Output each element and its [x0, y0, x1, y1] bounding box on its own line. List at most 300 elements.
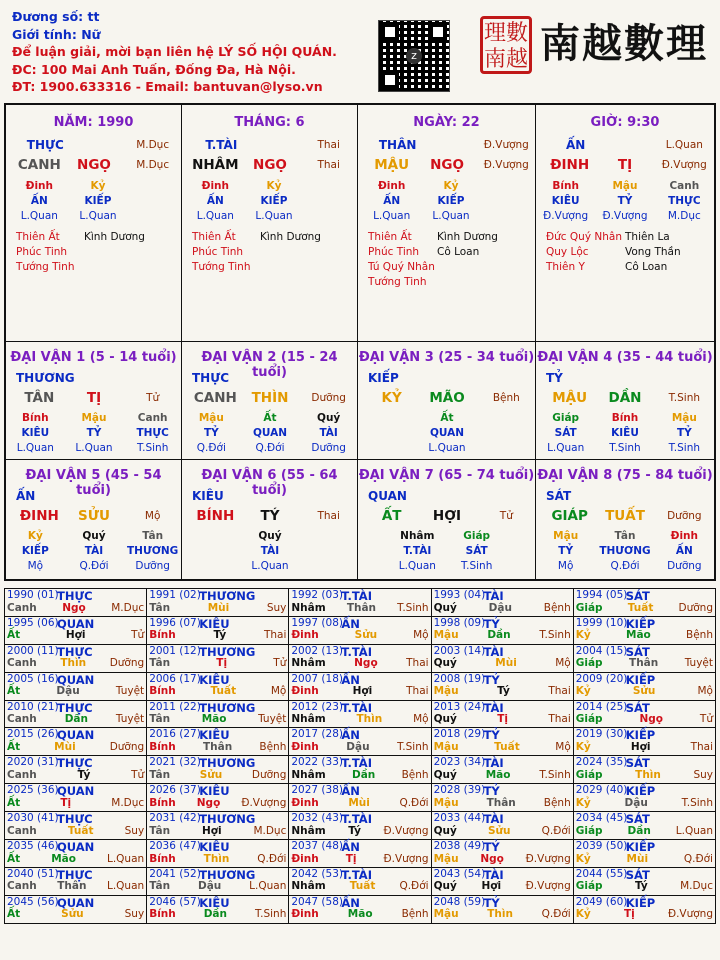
year-branch: Dậu	[624, 796, 648, 809]
hidden-life: Đ.Vượng	[543, 210, 589, 222]
year-label: 2033 (44)	[433, 812, 486, 825]
year-label: 2004 (15)	[575, 644, 628, 657]
year-life: Tử	[131, 629, 145, 642]
dv-branch: DẦN	[608, 390, 642, 406]
year-branch: Ngọ	[196, 796, 221, 809]
year-label: 2005 (16)	[7, 672, 59, 685]
year-branch: Hợi	[481, 880, 502, 893]
year-star: ẤN	[341, 784, 360, 799]
year-stem: Kỷ	[575, 740, 591, 753]
dv-stem: BÍNH	[196, 508, 235, 524]
year-label: 2017 (28)	[291, 728, 343, 741]
year-cell	[431, 867, 573, 895]
year-label: 2029 (40)	[575, 784, 628, 797]
year-branch: Mão	[485, 768, 511, 781]
year-branch: Thìn	[203, 852, 230, 865]
year-star: THƯƠNG	[199, 867, 256, 882]
year-star: TÀI	[483, 867, 504, 882]
year-star: KIÊU	[199, 840, 230, 855]
dv-hidden-stem: Giáp	[552, 412, 580, 424]
year-stem: Giáp	[575, 824, 603, 837]
year-branch: Tý	[348, 824, 361, 837]
year-label: 2025 (36)	[7, 784, 59, 797]
hidden-star: KIÊU	[551, 195, 580, 207]
hidden-stem: Mậu	[612, 180, 638, 192]
year-cell	[5, 616, 147, 644]
year-star: T.TÀI	[341, 812, 372, 827]
dv-hidden-star: THỰC	[136, 427, 169, 439]
year-label: 2019 (30)	[575, 728, 628, 741]
dv-hidden-stem: Quý	[258, 530, 282, 542]
year-stem: Giáp	[575, 601, 603, 614]
year-label: 2035 (46)	[7, 840, 59, 853]
year-cell	[573, 700, 715, 728]
year-stem: Tân	[149, 657, 171, 670]
year-life: M.Dục	[253, 824, 287, 837]
year-label: 2046 (57)	[149, 895, 201, 908]
year-star: TÀI	[483, 756, 504, 771]
year-life: Thai	[406, 657, 429, 670]
year-cell	[573, 589, 715, 617]
year-star: THƯƠNG	[199, 644, 256, 659]
dv-star: ẤN	[16, 489, 36, 503]
dv-hidden-life: Q.Đới	[196, 442, 226, 454]
pillar-1	[182, 105, 358, 342]
year-branch: Sửu	[61, 908, 84, 921]
gt-value: Nữ	[81, 26, 101, 42]
dv-star: KIÊU	[192, 489, 224, 503]
year-stem: Ất	[7, 908, 21, 921]
year-branch: Thân	[202, 740, 233, 753]
year-life: Dưỡng	[251, 768, 287, 781]
year-cell	[289, 589, 431, 617]
dv-branch: MÃO	[429, 390, 465, 406]
year-star: THƯƠNG	[199, 756, 256, 771]
year-star: THƯƠNG	[199, 700, 256, 715]
star-good: Thiên Y	[546, 261, 585, 273]
star-good: Quy Lộc	[546, 246, 589, 258]
hidden-star: TỶ	[617, 195, 633, 207]
year-branch: Ngọ	[480, 852, 504, 865]
year-life: T.Sinh	[397, 601, 429, 614]
year-star: KIẾP	[625, 728, 656, 743]
year-stem: Ất	[7, 685, 21, 698]
pillar-title: THÁNG: 6	[234, 115, 305, 130]
year-cell	[147, 812, 289, 840]
year-cell	[573, 867, 715, 895]
year-star: SÁT	[625, 867, 650, 882]
year-label: 2024 (35)	[575, 756, 628, 769]
year-stem: Canh	[7, 713, 37, 726]
year-label: 2003 (14)	[433, 644, 486, 657]
year-branch: Mùi	[207, 601, 230, 614]
year-cell	[147, 589, 289, 617]
year-branch: Sửu	[487, 824, 511, 837]
year-cell	[431, 672, 573, 700]
hidden-stem: Đinh	[377, 180, 406, 192]
hidden-stem: Canh	[669, 180, 700, 192]
qr-code-icon: z	[378, 20, 450, 92]
year-branch: Tý	[213, 629, 227, 642]
year-branch: Tuất	[67, 824, 94, 837]
dv-star: TỶ	[546, 371, 563, 385]
year-cell	[147, 728, 289, 756]
year-branch: Mùi	[54, 740, 76, 753]
year-life: Q.Đới	[541, 908, 571, 921]
year-label: 2009 (20)	[575, 672, 628, 685]
dv-stem: CANH	[193, 390, 237, 406]
dv-hidden-life: T.Sinh	[609, 442, 641, 454]
year-label: 2047 (58)	[291, 895, 343, 908]
can-star: ẤN	[565, 138, 586, 152]
so-value: tt	[87, 9, 100, 24]
contact-line: Để luận giải, mời bạn liên hệ LÝ SỐ HỘI QUÁN.	[12, 44, 337, 59]
year-label: 1998 (09)	[433, 616, 486, 629]
year-star: QUAN	[57, 728, 95, 743]
year-stem: Ất	[7, 740, 21, 753]
year-star: ẤN	[341, 728, 360, 743]
year-life: M.Dục	[680, 880, 713, 893]
year-life: T.Sinh	[397, 740, 429, 753]
table-row	[5, 589, 716, 617]
year-life: Tuyệt	[258, 713, 287, 726]
year-branch: Dần	[203, 908, 227, 921]
year-label: 2014 (25)	[575, 700, 628, 713]
year-life: Bệnh	[401, 908, 429, 921]
dv-hidden-star: QUAN	[252, 427, 287, 439]
year-branch: Sửu	[354, 629, 378, 642]
star-good: Tướng Tinh	[192, 261, 251, 273]
year-life: Bệnh	[259, 740, 287, 753]
year-branch: Dần	[627, 824, 651, 837]
year-stem: Tân	[149, 713, 171, 726]
year-label: 2008 (19)	[433, 672, 486, 685]
year-star: SÁT	[625, 589, 650, 603]
can-star-life: M.Dục	[136, 139, 170, 151]
year-branch: Thân	[57, 880, 87, 893]
year-star: THỰC	[57, 589, 93, 603]
year-stem: Mậu	[433, 796, 459, 809]
year-star: ẤN	[341, 616, 360, 631]
star-bad: Kình Dương	[437, 231, 498, 243]
year-life: Dưỡng	[109, 740, 145, 753]
year-cell	[289, 756, 431, 784]
dv-hidden-star: TỶ	[86, 427, 102, 439]
year-cell	[147, 616, 289, 644]
star-good: Thiên Ất	[368, 231, 412, 243]
year-branch: Mùi	[348, 796, 370, 809]
year-star: T.TÀI	[341, 700, 372, 715]
year-life: Mộ	[413, 629, 429, 642]
hidden-star: ẤN	[206, 195, 224, 207]
year-life: Q.Đới	[399, 880, 429, 893]
star-bad: Cô Loan	[437, 246, 480, 258]
pillar-3	[536, 105, 714, 342]
table-row	[5, 867, 716, 895]
dv-hidden-life: L.Quan	[398, 560, 436, 572]
year-branch: Tị	[497, 713, 508, 726]
year-star: TỶ	[483, 840, 500, 855]
year-stem: Bính	[149, 796, 176, 809]
year-life: Đ.Vượng	[525, 880, 571, 893]
year-cell	[289, 895, 431, 923]
year-life: Thai	[690, 740, 713, 753]
dv-hidden-life: L.Quan	[547, 442, 585, 454]
table-row	[5, 616, 716, 644]
year-life: M.Dục	[111, 601, 145, 614]
star-good: Thiên Ất	[192, 231, 236, 243]
table-row	[5, 840, 716, 868]
year-branch: Ngọ	[639, 713, 664, 726]
year-stem: Nhâm	[291, 713, 326, 726]
year-branch: Dần	[487, 629, 511, 642]
year-cell	[573, 672, 715, 700]
can-star-life: L.Quan	[665, 139, 703, 151]
year-branch: Dậu	[488, 601, 512, 614]
year-star: TÀI	[483, 700, 504, 715]
dv-stem: KỶ	[381, 390, 402, 406]
dai-van-7	[536, 460, 714, 579]
hidden-stem: Kỷ	[90, 180, 106, 192]
year-star: TỶ	[483, 616, 500, 631]
year-label: 2015 (26)	[7, 728, 59, 741]
year-branch: Mão	[347, 908, 373, 921]
table-row	[5, 895, 716, 923]
year-stem: Canh	[7, 601, 37, 614]
year-cell	[147, 644, 289, 672]
year-cell	[147, 672, 289, 700]
year-life: Tuyệt	[115, 685, 145, 698]
year-label: 2036 (47)	[149, 840, 201, 853]
heavenly-stem: CANH	[17, 157, 61, 173]
year-star: QUAN	[57, 784, 95, 799]
year-life: Tuyệt	[684, 657, 713, 670]
year-cell	[431, 589, 573, 617]
year-life: Tử	[273, 657, 287, 670]
dv-hidden-stem: Bính	[22, 412, 49, 424]
dv-hidden-stem: Mậu	[553, 530, 579, 542]
hidden-life: L.Quan	[20, 210, 58, 222]
year-cell	[147, 700, 289, 728]
year-stem: Bính	[149, 908, 176, 921]
year-stem: Mậu	[433, 740, 459, 753]
year-star: TỶ	[483, 672, 500, 687]
dv-stem: TÂN	[24, 390, 55, 406]
branch-life: M.Dục	[136, 159, 170, 171]
year-cell	[573, 728, 715, 756]
year-branch: Hợi	[201, 824, 222, 837]
year-label: 2040 (51)	[7, 867, 59, 880]
year-star: THỰC	[57, 756, 93, 771]
year-label: 2010 (21)	[7, 700, 59, 713]
year-stem: Bính	[149, 629, 176, 642]
dv-hidden-star: KIÊU	[611, 427, 639, 439]
year-life: Suy	[124, 824, 145, 837]
year-stem: Đinh	[291, 685, 319, 698]
dai-van-title: ĐẠI VẬN 1 (5 - 14 tuổi)	[10, 350, 177, 365]
year-label: 2021 (32)	[149, 756, 201, 769]
year-star: KIẾP	[625, 616, 656, 631]
dv-hidden-stem: Quý	[317, 412, 341, 424]
star-good: Phúc Tinh	[16, 246, 68, 258]
heavenly-stem: ĐINH	[550, 157, 590, 173]
year-label: 1993 (04)	[433, 589, 486, 601]
year-stem: Ất	[7, 852, 21, 865]
star-bad: Thiên La	[625, 231, 670, 243]
year-life: Đ.Vượng	[383, 824, 429, 837]
year-star: KIẾP	[625, 784, 656, 799]
year-star: KIẾP	[625, 895, 656, 910]
hidden-stem: Đinh	[25, 180, 53, 192]
dv-hidden-life: Q.Đới	[255, 442, 285, 454]
year-stem: Đinh	[291, 908, 319, 921]
year-star: TÀI	[483, 644, 504, 659]
year-cell	[5, 672, 147, 700]
year-life: Đ.Vượng	[241, 796, 287, 809]
dv-hidden-stem: Tân	[142, 530, 164, 542]
year-branch: Ngọ	[62, 601, 86, 614]
year-stem: Đinh	[291, 852, 319, 865]
year-stem: Quý	[433, 713, 457, 726]
dv-hidden-stem: Nhâm	[400, 530, 435, 542]
year-branch: Mão	[201, 713, 227, 726]
year-life: Suy	[693, 768, 713, 781]
year-label: 1990 (01)	[7, 589, 59, 601]
dv-hidden-stem: Giáp	[463, 530, 491, 542]
year-cell	[5, 589, 147, 617]
year-star: SÁT	[625, 756, 650, 771]
year-stem: Mậu	[433, 685, 459, 698]
dai-van-title: ĐẠI VẬN 3 (25 - 34 tuổi)	[358, 350, 535, 365]
year-branch: Dậu	[197, 880, 222, 893]
year-cell	[289, 784, 431, 812]
dv-hidden-stem: Tân	[614, 530, 636, 542]
dv-hidden-star: TỶ	[203, 427, 219, 439]
year-star: T.TÀI	[341, 756, 372, 771]
year-cell	[431, 812, 573, 840]
year-cell	[5, 840, 147, 868]
year-life: L.Quan	[106, 880, 145, 893]
year-cell	[573, 756, 715, 784]
year-star: THỰC	[57, 644, 93, 659]
dv-hidden-star: TỶ	[676, 427, 692, 439]
year-star: ẤN	[341, 672, 360, 687]
year-life: T.Sinh	[254, 908, 287, 921]
hidden-star: KIẾP	[260, 195, 288, 207]
year-branch: Hợi	[65, 629, 86, 642]
year-star: TÀI	[483, 589, 504, 603]
branch-life: Thai	[317, 159, 340, 171]
year-stem: Nhâm	[291, 601, 326, 614]
year-stem: Nhâm	[291, 824, 326, 837]
year-stem: Kỷ	[575, 685, 591, 698]
year-life: T.Sinh	[539, 629, 571, 642]
dv-hidden-life: Dưỡng	[311, 442, 346, 454]
hidden-stem: Bính	[552, 180, 579, 192]
year-cell	[147, 756, 289, 784]
year-cell	[5, 644, 147, 672]
year-stem: Mậu	[433, 908, 459, 921]
year-cell	[573, 812, 715, 840]
year-branch: Tị	[60, 796, 72, 809]
year-label: 1991 (02)	[149, 589, 201, 601]
pillar-2	[358, 105, 536, 342]
year-stem: Canh	[7, 880, 37, 893]
dv-hidden-stem: Đinh	[670, 530, 698, 542]
year-branch: Dậu	[56, 685, 80, 698]
year-life: Bệnh	[686, 629, 713, 642]
year-cell	[5, 728, 147, 756]
year-life: Suy	[124, 908, 145, 921]
dv-hidden-star: ẤN	[675, 545, 693, 557]
year-life: Dưỡng	[678, 601, 713, 614]
year-cell	[5, 784, 147, 812]
year-branch: Dần	[64, 713, 88, 726]
year-branch: Tý	[634, 880, 648, 893]
year-label: 2038 (49)	[433, 840, 486, 853]
dv-life: Bệnh	[492, 392, 520, 404]
year-cell	[289, 728, 431, 756]
year-stem: Canh	[7, 824, 37, 837]
year-star: QUAN	[57, 672, 95, 687]
year-stem: Ất	[7, 796, 21, 809]
year-life: Thai	[548, 713, 571, 726]
dv-branch: SỬU	[78, 508, 110, 524]
year-star: KIẾP	[625, 672, 656, 687]
year-branch: Mùi	[495, 657, 517, 670]
hidden-star: ẤN	[383, 195, 401, 207]
table-row	[5, 756, 716, 784]
dv-hidden-stem: Mậu	[671, 412, 697, 424]
year-life: Mộ	[555, 740, 571, 753]
dv-hidden-life: T.Sinh	[136, 442, 169, 454]
year-stem: Nhâm	[291, 768, 326, 781]
year-label: 2043 (54)	[433, 867, 486, 880]
dv-hidden-life: Mộ	[557, 560, 574, 572]
year-star: TÀI	[483, 812, 504, 827]
year-cell	[431, 784, 573, 812]
dv-hidden-star: TÀI	[319, 427, 338, 439]
dv-hidden-life: Q.Đới	[610, 560, 640, 572]
earthly-branch: NGỌ	[77, 157, 111, 173]
year-branch: Thìn	[60, 657, 87, 670]
year-star: QUAN	[57, 895, 95, 910]
year-cell	[573, 840, 715, 868]
year-cell	[431, 756, 573, 784]
year-life: Đ.Vượng	[667, 908, 713, 921]
year-star: TỶ	[483, 728, 500, 743]
year-branch: Dậu	[346, 740, 370, 753]
year-cell	[573, 895, 715, 923]
star-good: Tướng Tinh	[368, 276, 427, 288]
dv-branch: TUẤT	[605, 508, 645, 524]
year-label: 2022 (33)	[291, 756, 343, 769]
year-star: KIÊU	[199, 784, 230, 799]
hidden-stem: Đinh	[201, 180, 229, 192]
table-row	[5, 644, 716, 672]
year-life: Q.Đới	[683, 852, 713, 865]
year-label: 2049 (60)	[575, 895, 628, 908]
year-branch: Tị	[345, 852, 357, 865]
branch-life: Đ.Vượng	[661, 159, 707, 171]
year-label: 2016 (27)	[149, 728, 201, 741]
dai-van-3	[536, 342, 714, 460]
year-stem: Kỷ	[575, 796, 591, 809]
year-stem: Quý	[433, 601, 457, 614]
dai-van-4	[6, 460, 182, 579]
pillar-title: NGÀY: 22	[413, 115, 480, 130]
dai-van-title: ĐẠI VẬN 5 (45 - 54 tuổi)	[25, 468, 162, 498]
